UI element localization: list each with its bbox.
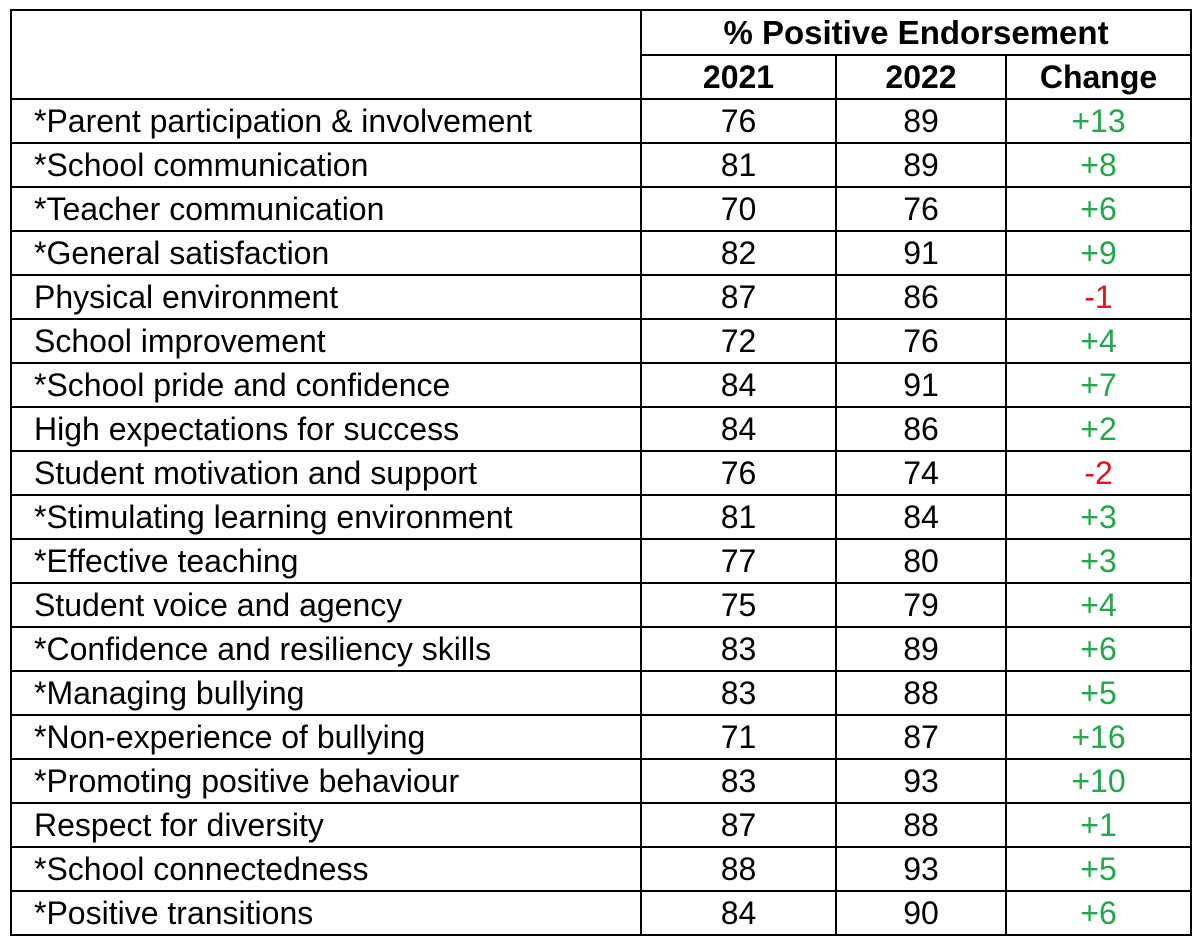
row-label: *School communication [11, 143, 641, 187]
row-label: Student voice and agency [11, 583, 641, 627]
row-label: Respect for diversity [11, 803, 641, 847]
value-change: -1 [1006, 275, 1191, 319]
value-2022: 89 [836, 143, 1006, 187]
value-2022: 84 [836, 495, 1006, 539]
value-change: +3 [1006, 539, 1191, 583]
value-change: +16 [1006, 715, 1191, 759]
value-2021: 81 [641, 143, 836, 187]
value-change: +2 [1006, 407, 1191, 451]
table-row [11, 143, 1191, 187]
row-label: *Confidence and resiliency skills [11, 627, 641, 671]
value-2022: 86 [836, 407, 1006, 451]
value-2022: 80 [836, 539, 1006, 583]
table-row [11, 891, 1191, 935]
value-change: +7 [1006, 363, 1191, 407]
value-2022: 76 [836, 319, 1006, 363]
value-2021: 83 [641, 671, 836, 715]
value-2021: 87 [641, 275, 836, 319]
table-row [11, 715, 1191, 759]
value-2022: 91 [836, 231, 1006, 275]
value-2022: 93 [836, 847, 1006, 891]
value-2022: 74 [836, 451, 1006, 495]
value-change: +6 [1006, 627, 1191, 671]
value-change: +8 [1006, 143, 1191, 187]
value-change: +6 [1006, 891, 1191, 935]
row-label: *Promoting positive behaviour [11, 759, 641, 803]
row-label: High expectations for success [11, 407, 641, 451]
row-label: *Effective teaching [11, 539, 641, 583]
table-row [11, 363, 1191, 407]
value-2022: 87 [836, 715, 1006, 759]
table-row [11, 275, 1191, 319]
column-header-2021: 2021 [641, 55, 836, 99]
column-header-change: Change [1006, 55, 1191, 99]
row-label: *School connectedness [11, 847, 641, 891]
value-2022: 86 [836, 275, 1006, 319]
row-label: *Teacher communication [11, 187, 641, 231]
table-row [11, 539, 1191, 583]
row-label: *Managing bullying [11, 671, 641, 715]
value-change: +5 [1006, 847, 1191, 891]
table-row [11, 231, 1191, 275]
value-change: +10 [1006, 759, 1191, 803]
value-2022: 76 [836, 187, 1006, 231]
value-change: +4 [1006, 319, 1191, 363]
table-row [11, 99, 1191, 143]
value-2021: 75 [641, 583, 836, 627]
value-change: +13 [1006, 99, 1191, 143]
value-2021: 84 [641, 407, 836, 451]
value-2021: 83 [641, 627, 836, 671]
corner-cell [11, 10, 641, 99]
value-2021: 82 [641, 231, 836, 275]
row-label: School improvement [11, 319, 641, 363]
table-row [11, 407, 1191, 451]
value-2021: 81 [641, 495, 836, 539]
value-2022: 88 [836, 803, 1006, 847]
row-label: *Parent participation & involvement [11, 99, 641, 143]
value-2022: 88 [836, 671, 1006, 715]
table-row [11, 759, 1191, 803]
value-2022: 90 [836, 891, 1006, 935]
row-label: Physical environment [11, 275, 641, 319]
row-label: *Positive transitions [11, 891, 641, 935]
table-row [11, 803, 1191, 847]
value-2021: 84 [641, 891, 836, 935]
value-2022: 93 [836, 759, 1006, 803]
value-2021: 77 [641, 539, 836, 583]
column-header-2022: 2022 [836, 55, 1006, 99]
endorsement-table [10, 9, 1192, 936]
table-row [11, 671, 1191, 715]
value-2021: 76 [641, 99, 836, 143]
table-row [11, 187, 1191, 231]
row-label: *General satisfaction [11, 231, 641, 275]
value-2022: 89 [836, 627, 1006, 671]
value-2021: 76 [641, 451, 836, 495]
table-row [11, 627, 1191, 671]
value-2022: 79 [836, 583, 1006, 627]
endorsement-table-container [10, 9, 1192, 936]
value-2021: 72 [641, 319, 836, 363]
value-change: +6 [1006, 187, 1191, 231]
table-body [11, 99, 1191, 935]
row-label: Student motivation and support [11, 451, 641, 495]
header-row-group [11, 10, 1191, 55]
value-change: +9 [1006, 231, 1191, 275]
value-2021: 71 [641, 715, 836, 759]
value-change: -2 [1006, 451, 1191, 495]
group-header: % Positive Endorsement [641, 10, 1191, 55]
table-row [11, 319, 1191, 363]
value-change: +3 [1006, 495, 1191, 539]
table-row [11, 451, 1191, 495]
row-label: *Non-experience of bullying [11, 715, 641, 759]
row-label: *Stimulating learning environment [11, 495, 641, 539]
value-2022: 89 [836, 99, 1006, 143]
table-row [11, 847, 1191, 891]
row-label: *School pride and confidence [11, 363, 641, 407]
value-change: +4 [1006, 583, 1191, 627]
value-2021: 70 [641, 187, 836, 231]
value-change: +5 [1006, 671, 1191, 715]
value-2021: 83 [641, 759, 836, 803]
table-row [11, 495, 1191, 539]
table-row [11, 583, 1191, 627]
value-2021: 87 [641, 803, 836, 847]
value-2021: 88 [641, 847, 836, 891]
value-2022: 91 [836, 363, 1006, 407]
value-2021: 84 [641, 363, 836, 407]
value-change: +1 [1006, 803, 1191, 847]
